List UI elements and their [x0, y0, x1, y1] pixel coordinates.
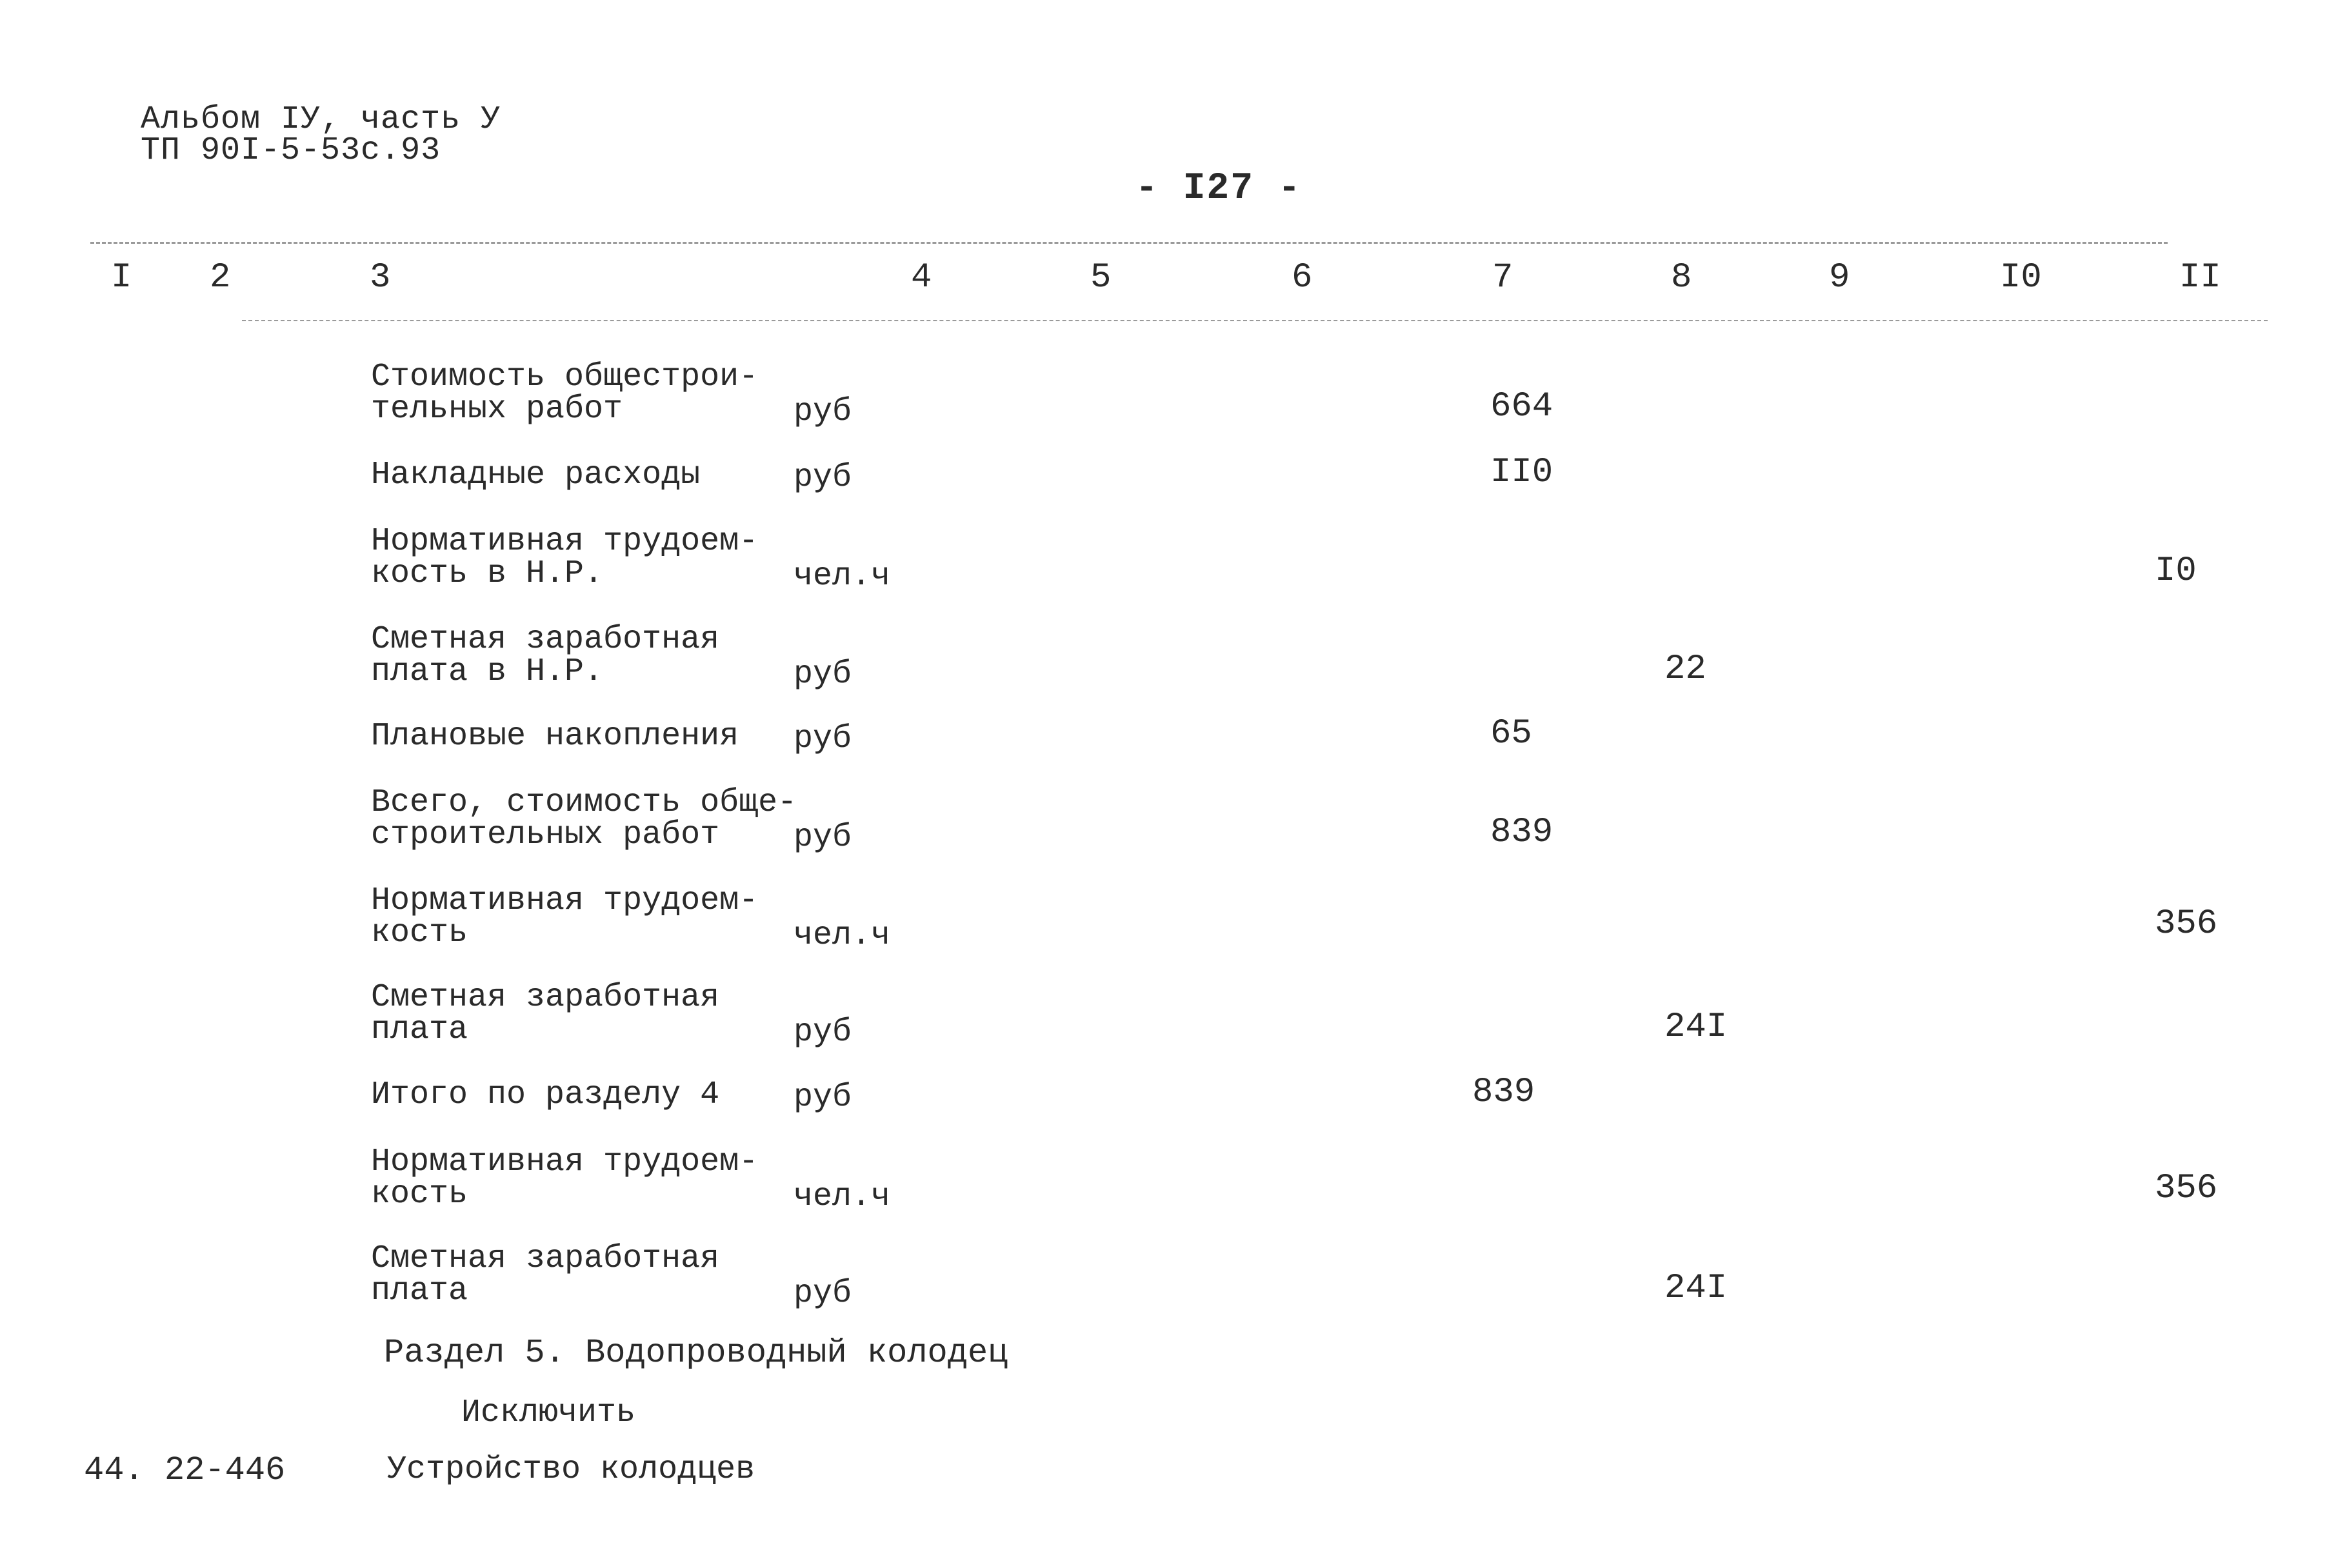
row-unit: руб	[794, 819, 852, 856]
document-header	[141, 101, 501, 169]
value-col7: II0	[1490, 453, 1553, 492]
value-col11: 356	[2155, 1169, 2218, 1208]
column-number: 3	[370, 258, 391, 297]
column-number: 2	[210, 258, 231, 297]
column-number: 5	[1090, 258, 1112, 297]
column-number: I0	[2000, 258, 2042, 297]
value-col7: 839	[1472, 1073, 1535, 1112]
row-description: Стоимость общестрои- тельных работ	[371, 359, 759, 428]
row-unit: руб	[794, 1014, 852, 1051]
column-number-row	[0, 258, 2327, 303]
row-description: Нормативная трудоем- кость	[371, 1144, 759, 1213]
column-number: 9	[1829, 258, 1850, 297]
row-unit: чел.ч	[794, 1178, 891, 1215]
row-unit: руб	[794, 393, 852, 430]
position-number: 44.	[84, 1451, 145, 1489]
row-description: Итого по разделу 4	[371, 1077, 720, 1113]
column-number: 8	[1671, 258, 1692, 297]
value-col8: 24I	[1664, 1269, 1728, 1308]
row-description: Сметная заработная плата	[371, 979, 720, 1048]
row-description: Накладные расходы	[371, 457, 701, 493]
exclude-label: Исключить	[461, 1394, 636, 1431]
value-col7: 839	[1490, 813, 1553, 852]
row-description: Сметная заработная плата	[371, 1240, 720, 1309]
row-description: Нормативная трудоем- кость в Н.Р.	[371, 523, 759, 592]
column-number: 4	[911, 258, 932, 297]
row-description: Сметная заработная плата в Н.Р.	[371, 621, 720, 690]
column-number: II	[2179, 258, 2221, 297]
column-number: 7	[1492, 258, 1513, 297]
table-top-rule	[90, 242, 2168, 244]
row-unit: руб	[794, 1275, 852, 1312]
row-description: Плановые накопления	[371, 718, 739, 755]
column-number: I	[111, 258, 132, 297]
value-col11: 356	[2155, 904, 2218, 944]
row-unit: руб	[794, 720, 852, 757]
section-title: Раздел 5. Водопроводный колодец	[384, 1334, 1008, 1372]
row-description: Нормативная трудоем- кость	[371, 882, 759, 951]
rate-code: 22-446	[165, 1451, 286, 1489]
project-code: ТП 90I-5-53с.93	[141, 132, 441, 169]
value-col8: 24I	[1664, 1007, 1728, 1047]
page-number: - I27 -	[1135, 168, 1302, 210]
work-description: Устройство колодцев	[387, 1451, 755, 1488]
row-unit: чел.ч	[794, 917, 891, 954]
album-label: Альбом IУ, часть У	[141, 101, 501, 138]
column-number: 6	[1292, 258, 1313, 297]
value-col7: 664	[1490, 387, 1553, 426]
row-unit: руб	[794, 656, 852, 693]
row-description: Всего, стоимость обще- строительных работ	[371, 784, 797, 853]
value-col11: I0	[2155, 551, 2197, 591]
row-unit: руб	[794, 459, 852, 496]
row-unit: руб	[794, 1079, 852, 1116]
value-col7: 65	[1490, 714, 1532, 753]
value-col8: 22	[1664, 650, 1706, 689]
table-header-rule	[242, 320, 2268, 321]
row-unit: чел.ч	[794, 558, 891, 595]
